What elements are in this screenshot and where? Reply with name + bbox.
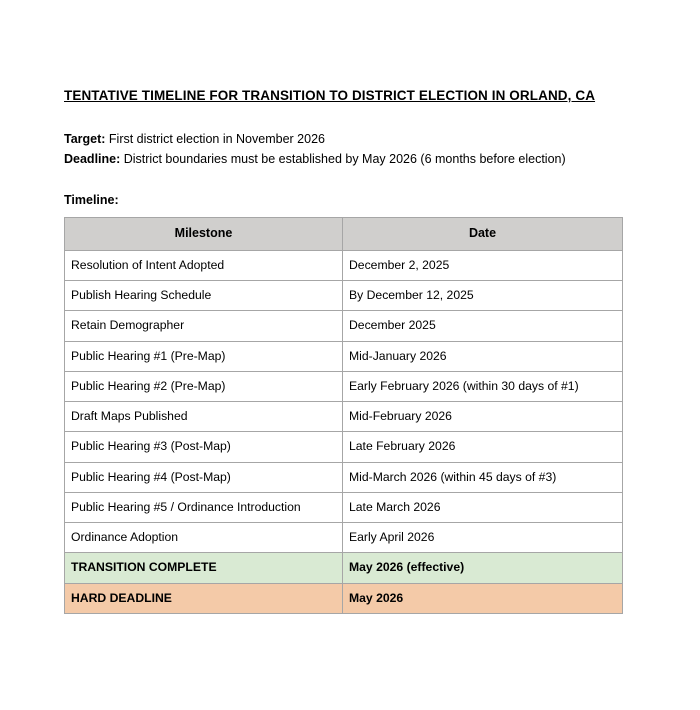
- deadline-line: [64, 150, 636, 169]
- cell-milestone: HARD DEADLINE: [65, 583, 343, 613]
- column-header-date: Date: [343, 217, 623, 250]
- cell-milestone: Publish Hearing Schedule: [65, 281, 343, 311]
- cell-date: Late March 2026: [343, 492, 623, 522]
- cell-date: Mid-January 2026: [343, 341, 623, 371]
- cell-milestone: Public Hearing #4 (Post-Map): [65, 462, 343, 492]
- table-body: [65, 250, 623, 613]
- table-row: [65, 553, 623, 583]
- cell-date: Mid-March 2026 (within 45 days of #3): [343, 462, 623, 492]
- table-row: [65, 371, 623, 401]
- cell-date: Mid-February 2026: [343, 402, 623, 432]
- table-row: [65, 341, 623, 371]
- document-meta: [64, 130, 636, 169]
- table-row: [65, 432, 623, 462]
- cell-milestone: Public Hearing #5 / Ordinance Introduction: [65, 492, 343, 522]
- table-row: [65, 250, 623, 280]
- cell-date: December 2, 2025: [343, 250, 623, 280]
- cell-milestone: Public Hearing #2 (Pre-Map): [65, 371, 343, 401]
- cell-milestone: Ordinance Adoption: [65, 523, 343, 553]
- cell-milestone: Public Hearing #3 (Post-Map): [65, 432, 343, 462]
- timeline-section-label: Timeline:: [64, 192, 119, 207]
- timeline-table: [64, 217, 623, 614]
- cell-milestone: Resolution of Intent Adopted: [65, 250, 343, 280]
- target-label: Target:: [64, 132, 106, 147]
- cell-date: By December 12, 2025: [343, 281, 623, 311]
- table-row: [65, 281, 623, 311]
- cell-milestone: TRANSITION COMPLETE: [65, 553, 343, 583]
- table-header-row: [65, 217, 623, 250]
- cell-date: Late February 2026: [343, 432, 623, 462]
- table-row: [65, 492, 623, 522]
- table-row: [65, 462, 623, 492]
- target-value: First district election in November 2026: [105, 132, 325, 147]
- target-line: [64, 130, 636, 149]
- cell-date: May 2026 (effective): [343, 553, 623, 583]
- page-title: TENTATIVE TIMELINE FOR TRANSITION TO DISTRICT ELECTION IN ORLAND, CA: [64, 88, 596, 103]
- cell-date: Early February 2026 (within 30 days of #1): [343, 371, 623, 401]
- deadline-label: Deadline:: [64, 151, 121, 166]
- column-header-milestone: Milestone: [65, 217, 343, 250]
- deadline-value: District boundaries must be established by May 2026 (6 months before election): [120, 151, 566, 166]
- cell-milestone: Retain Demographer: [65, 311, 343, 341]
- table-row: [65, 523, 623, 553]
- cell-milestone: Draft Maps Published: [65, 402, 343, 432]
- table-row: [65, 583, 623, 613]
- table-row: [65, 311, 623, 341]
- cell-date: Early April 2026: [343, 523, 623, 553]
- cell-date: December 2025: [343, 311, 623, 341]
- cell-milestone: Public Hearing #1 (Pre-Map): [65, 341, 343, 371]
- table-row: [65, 402, 623, 432]
- cell-date: May 2026: [343, 583, 623, 613]
